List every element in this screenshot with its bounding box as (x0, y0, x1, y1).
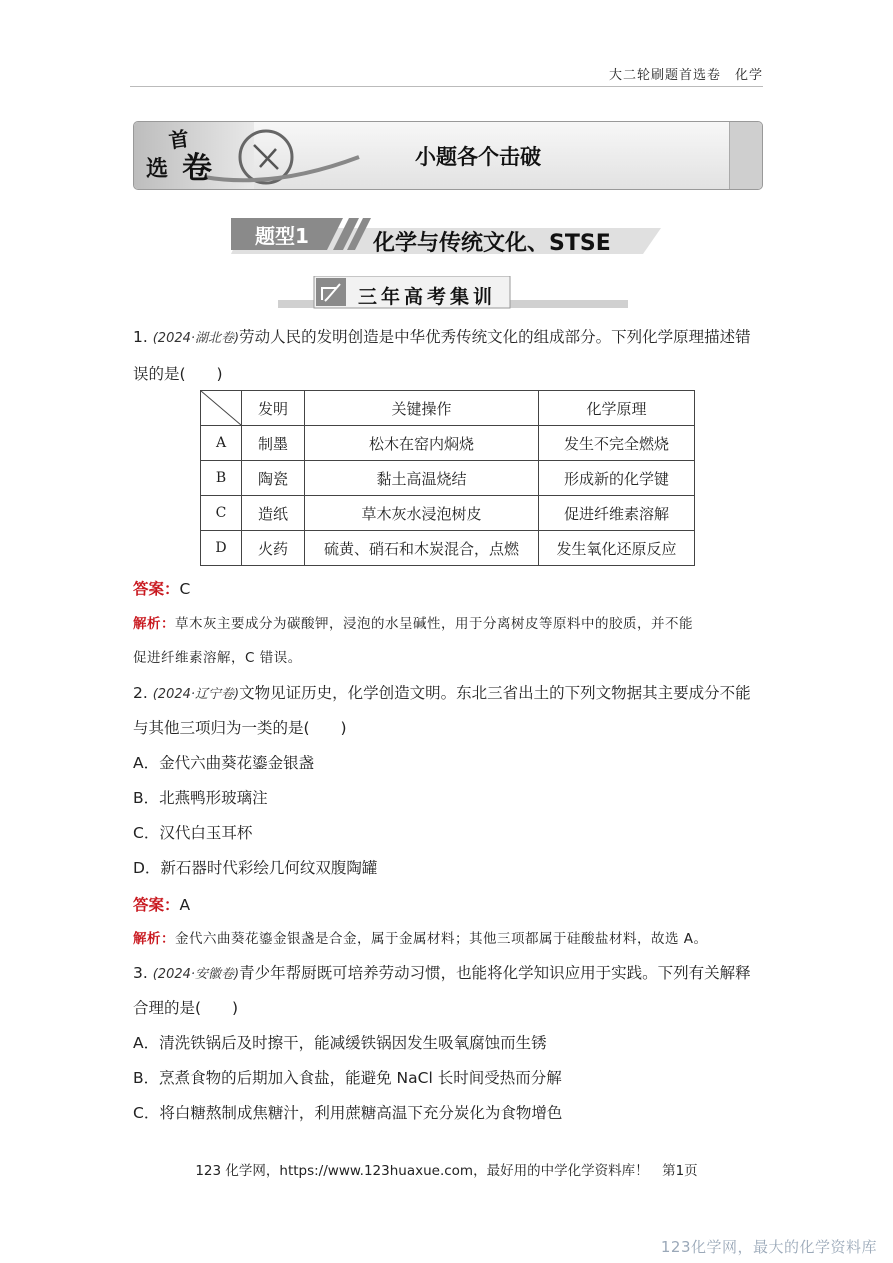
svg-text:首: 首 (167, 126, 191, 153)
table-cell: 制墨 (242, 426, 305, 461)
q1-explanation-line2: 促进纤维素溶解，C 错误。 (133, 650, 302, 666)
table-header-cell: 发明 (242, 391, 305, 426)
table-cell: 草木灰水浸泡树皮 (305, 496, 539, 531)
q3-option-b: B．烹煮食物的后期加入食盐，能避免 NaCl 长时间受热而分解 (133, 1069, 562, 1087)
q3-option-c: C．将白糖熬制成焦糖汁，利用蔗糖高温下充分炭化为食物增色 (133, 1104, 563, 1122)
answer-label: 答案： (133, 580, 180, 598)
table-cell: 火药 (242, 531, 305, 566)
q2-option-c: C．汉代白玉耳杯 (133, 824, 253, 842)
q1-source: (2024·湖北卷) (152, 331, 240, 346)
table-header-cell: 化学原理 (539, 391, 695, 426)
table-header-cell: 关键操作 (305, 391, 539, 426)
q1-explanation-line1 (133, 614, 763, 634)
subheading-box (278, 276, 628, 314)
q3-stem-line1 (133, 963, 763, 985)
table-row (201, 496, 695, 531)
q3-option-a: A．清洗铁锅后及时擦干，能减缓铁锅因发生吸氧腐蚀而生锈 (133, 1034, 547, 1052)
q1-table (200, 390, 695, 566)
running-header: 大二轮刷题首选卷 化学 (608, 68, 763, 83)
header-rule (130, 86, 763, 87)
svg-text:卷: 卷 (182, 151, 212, 184)
table-cell: C (201, 496, 242, 531)
table-cell: A (201, 426, 242, 461)
q1-stem-line1 (133, 327, 763, 349)
table-cell: 松木在窑内焖烧 (305, 426, 539, 461)
explanation-label: 解析： (133, 931, 175, 947)
question-type-title: 化学与传统文化、STSE (373, 231, 611, 256)
question-type-label: 题型1 (255, 224, 309, 248)
section-banner (133, 121, 763, 190)
table-cell: 陶瓷 (242, 461, 305, 496)
table-cell: 促进纤维素溶解 (539, 496, 695, 531)
watermark: 123化学网，最大的化学资料库 (660, 1238, 877, 1256)
table-cell: 黏土高温烧结 (305, 461, 539, 496)
table-cell: B (201, 461, 242, 496)
answer-value: C (179, 580, 191, 598)
q1-number: 1. (133, 328, 148, 346)
q3-source: (2024·安徽卷) (152, 967, 240, 982)
table-cell: 形成新的化学键 (539, 461, 695, 496)
q1-stem-text: 劳动人民的发明创造是中华优秀传统文化的组成部分。下列化学原理描述错 (239, 328, 751, 346)
q2-answer (133, 895, 763, 915)
table-row (201, 426, 695, 461)
q3-number: 3. (133, 964, 148, 982)
question-type-ribbon (231, 214, 661, 260)
q2-option-a: A．金代六曲葵花鎏金银盏 (133, 754, 315, 772)
q2-stem-line1 (133, 683, 763, 705)
table-row (201, 531, 695, 566)
subheading-text: 三年高考集训 (358, 286, 497, 308)
table-header-row (201, 391, 695, 426)
svg-text:选: 选 (146, 156, 169, 182)
table-row (201, 461, 695, 496)
answer-label: 答案： (133, 896, 180, 914)
table-cell: 发生不完全燃烧 (539, 426, 695, 461)
q2-option-b: B．北燕鸭形玻璃注 (133, 789, 268, 807)
table-cell: 造纸 (242, 496, 305, 531)
q2-explanation (133, 929, 773, 949)
table-cell: D (201, 531, 242, 566)
q2-option-d: D．新石器时代彩绘几何纹双腹陶罐 (133, 859, 378, 877)
q3-stem-line2: 合理的是( ) (133, 999, 239, 1017)
q2-stem-line2: 与其他三项归为一类的是( ) (133, 719, 347, 737)
explanation-text: 草木灰主要成分为碳酸钾，浸泡的水呈碱性，用于分离树皮等原料中的胶质，并不能 (175, 616, 693, 632)
banner-title: 小题各个击破 (415, 144, 541, 169)
q3-stem-text: 青少年帮厨既可培养劳动习惯，也能将化学知识应用于实践。下列有关解释 (239, 964, 751, 982)
q1-answer (133, 579, 763, 599)
explanation-text: 金代六曲葵花鎏金银盏是合金，属于金属材料；其他三项都属于硅酸盐材料，故选 A。 (175, 931, 708, 947)
table-cell: 发生氧化还原反应 (539, 531, 695, 566)
table-cell: 硫黄、硝石和木炭混合，点燃 (305, 531, 539, 566)
explanation-label: 解析： (133, 616, 175, 632)
q1-stem-line2: 误的是( ) (133, 365, 223, 383)
table-diagonal-cell (201, 391, 242, 426)
q2-source: (2024·辽宁卷) (152, 687, 240, 702)
page-footer: 123 化学网，https://www.123huaxue.com，最好用的中学化学资料库！ 第1页 (195, 1163, 698, 1179)
answer-value: A (179, 896, 191, 914)
q2-stem-text: 文物见证历史，化学创造文明。东北三省出土的下列文物据其主要成分不能 (239, 684, 751, 702)
q2-number: 2. (133, 684, 148, 702)
